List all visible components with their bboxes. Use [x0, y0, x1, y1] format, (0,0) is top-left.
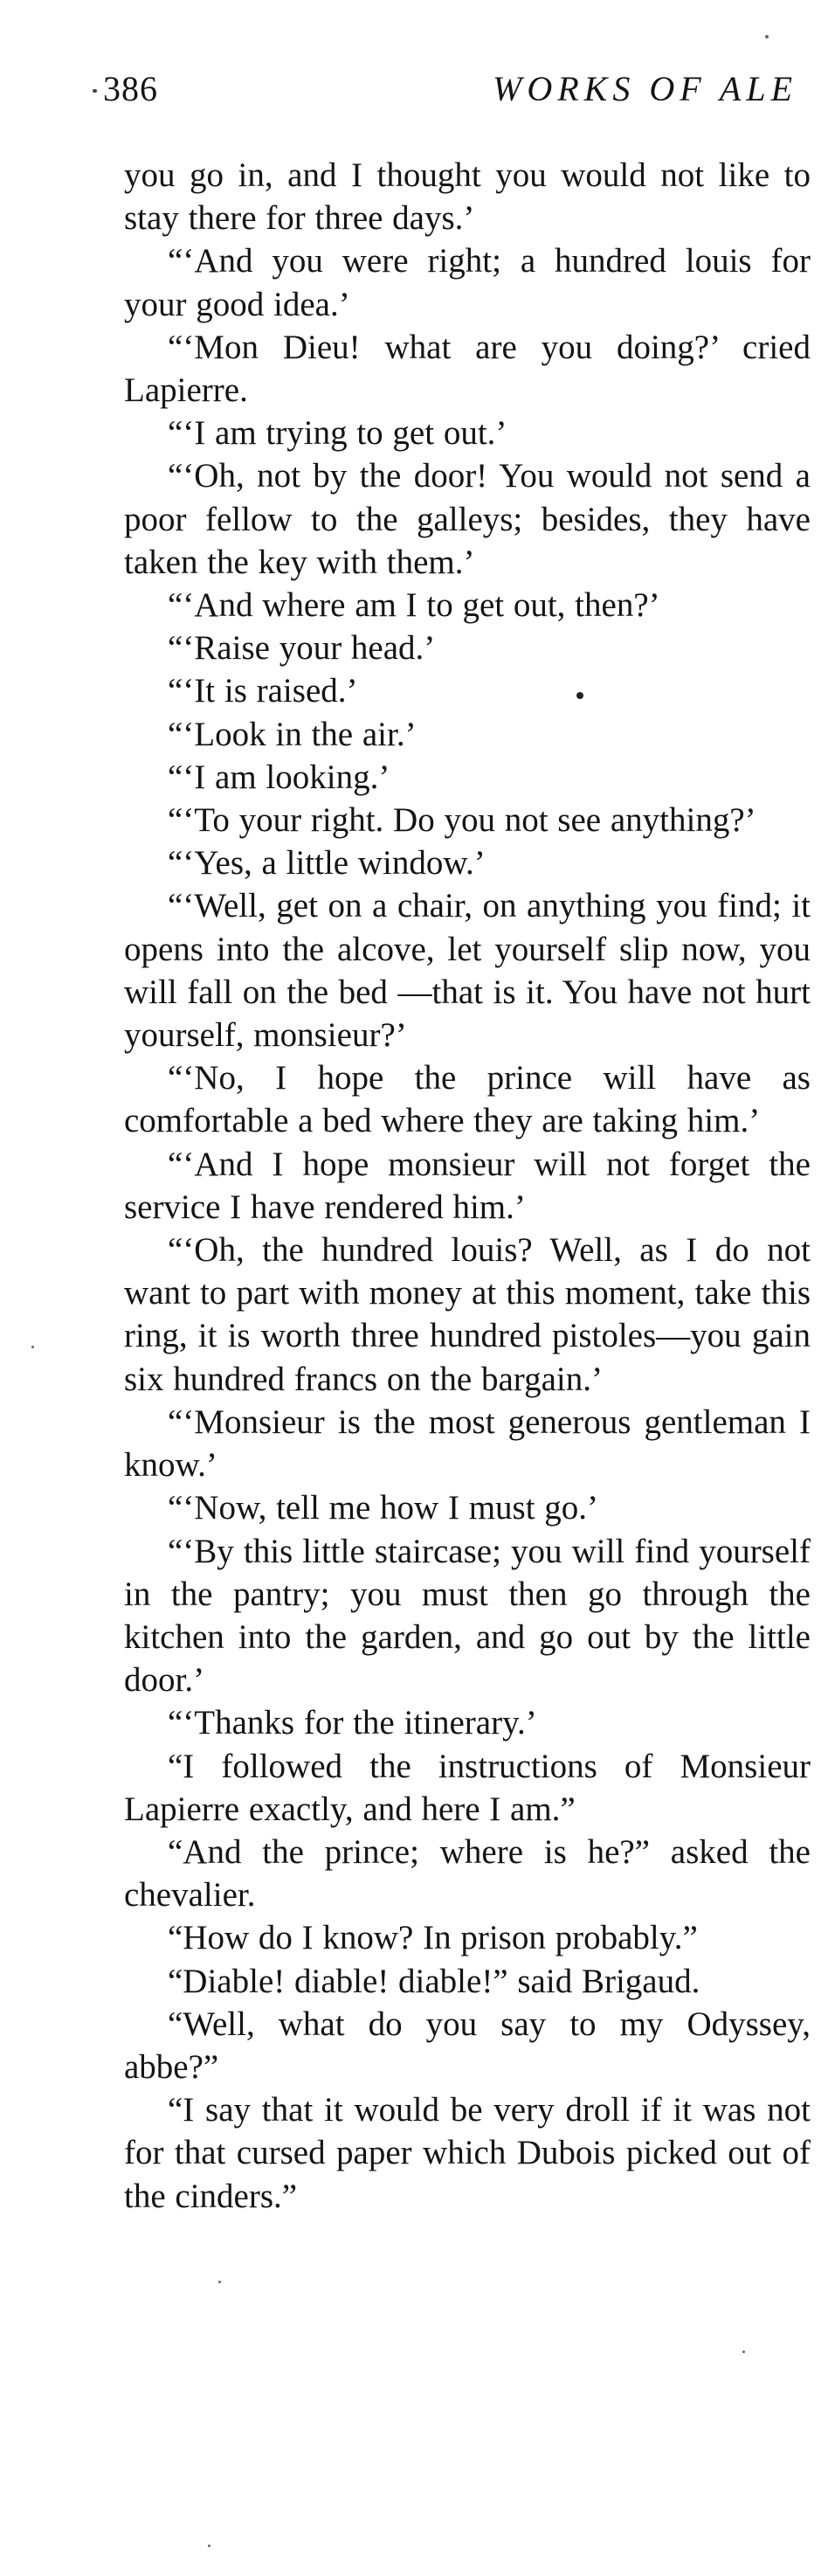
paragraph: you go in, and I thought you would not like to stay there for three days.’	[124, 156, 811, 238]
paragraph: “Diable! diable! diable!” said Brigaud.	[168, 1962, 700, 2000]
paragraph: “‘And where am I to get out, then?’	[168, 586, 660, 625]
print-speck	[742, 2351, 745, 2353]
paragraph: “‘I am trying to get out.’	[168, 414, 507, 453]
paragraph: “‘Oh, the hundred louis? Well, as I do not want to part with money at this moment, take this ring, it is worth three hundred pistoles—you gain six hundred francs on the bargain.’	[124, 1231, 811, 1398]
paragraph: “‘I am looking.’	[168, 758, 390, 796]
paragraph: “‘And you were right; a hundred louis for your good idea.’	[124, 242, 811, 323]
paragraph: “‘Mon Dieu! what are you doing?’ cried Lapierre.	[124, 328, 811, 410]
paragraph: “‘Yes, a little window.’	[168, 844, 486, 883]
paragraph: “How do I know? In prison probably.”	[168, 1919, 698, 1957]
paragraph: “‘And I hope monsieur will not forget the service I have rendered him.’	[124, 1145, 811, 1226]
print-speck	[208, 2545, 210, 2547]
print-speck	[576, 692, 583, 699]
paragraph: “Well, what do you say to my Odyssey, abbe?”	[124, 2005, 811, 2086]
paragraph: “‘Now, tell me how I must go.’	[168, 1489, 599, 1527]
paragraph: “‘To your right. Do you not see anything?’	[168, 801, 756, 840]
running-head: WORKS OF ALE	[493, 69, 798, 108]
body-text	[124, 154, 811, 2218]
paragraph: “‘Well, get on a chair, on anything you find; it opens into the alcove, let yourself slip now, you will fall on the bed —that is it. You have not hurt yourself, monsieur?’	[124, 887, 811, 1055]
page-number: 386	[103, 69, 158, 108]
paragraph: “I followed the instructions of Monsieur Lapierre exactly, and here I am.”	[124, 1747, 811, 1828]
paragraph: “‘Look in the air.’	[168, 715, 417, 753]
paragraph: “‘No, I hope the prince will have as comfortable a bed where they are taking him.’	[124, 1059, 811, 1140]
paragraph: “‘Oh, not by the door! You would not send a poor fellow to the galleys; besides, they have taken the key with them.’	[124, 457, 811, 581]
paragraph: “And the prince; where is he?” asked the chevalier.	[124, 1832, 811, 1915]
print-speck	[218, 2281, 221, 2283]
paragraph: “‘It is raised.’	[168, 672, 358, 710]
paragraph: “‘Monsieur is the most generous gentleman I know.’	[124, 1402, 811, 1485]
print-speck	[31, 1346, 34, 1348]
paragraph: “‘By this little staircase; you will find yourself in the pantry; you must then go through the kitchen into the garden, and go out by the little door.’	[124, 1532, 811, 1700]
page-header	[103, 68, 828, 129]
paragraph: “‘Thanks for the itinerary.’	[168, 1704, 537, 1742]
print-speck	[765, 35, 769, 38]
paragraph: “‘Raise your head.’	[168, 629, 436, 668]
paragraph: “I say that it would be very droll if it was not for that cursed paper which Dubois picked out of the cinders.”	[124, 2091, 811, 2215]
